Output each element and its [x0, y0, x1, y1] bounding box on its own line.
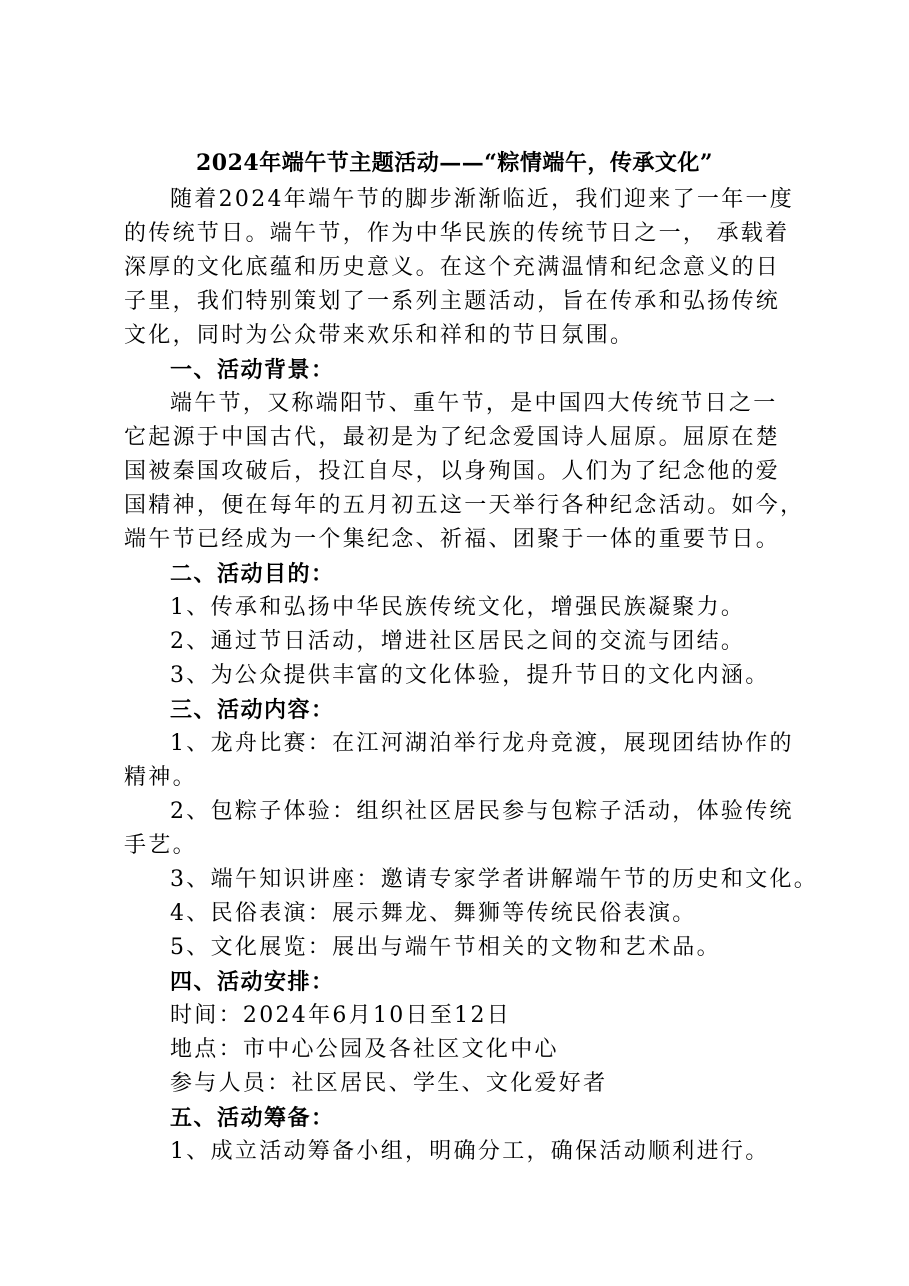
background-line: 端午节已经成为一个集纪念、祈福、团聚于一体的重要节日。 — [124, 527, 781, 552]
intro-line: 随着2024年端午节的脚步渐渐临近，我们迎来了一年一度 — [170, 187, 795, 212]
intro-line: 的传统节日。端午节，作为中华民族的传统节日之一， 承载着 — [124, 221, 790, 246]
content-item-continuation: 精神。 — [124, 765, 197, 790]
section-heading-schedule: 四、活动安排： — [170, 969, 335, 995]
section-heading-content: 三、活动内容： — [170, 697, 335, 723]
preparation-item: 1、成立活动筹备小组，明确分工，确保活动顺利进行。 — [170, 1139, 770, 1164]
schedule-place: 地点：市中心公园及各社区文化中心 — [170, 1037, 559, 1062]
purpose-item: 1、传承和弘扬中华民族传统文化，增强民族凝聚力。 — [170, 595, 746, 620]
background-line: 国精神，便在每年的五月初五这一天举行各种纪念活动。如今， — [124, 493, 805, 518]
background-line: 端午节，又称端阳节、重午节，是中国四大传统节日之一 — [170, 391, 778, 416]
content-item: 3、端午知识讲座：邀请专家学者讲解端午节的历史和文化。 — [170, 867, 819, 892]
content-item: 4、民俗表演：展示舞龙、舞狮等传统民俗表演。 — [170, 901, 697, 926]
intro-line: 深厚的文化底蕴和历史意义。在这个充满温情和纪念意义的日 — [124, 255, 781, 280]
content-item: 2、包粽子体验：组织社区居民参与包粽子活动，体验传统 — [170, 799, 794, 824]
document-title: 2024年端午节主题活动——“粽情端午，传承文化” — [195, 150, 714, 176]
purpose-item: 3、为公众提供丰富的文化体验，提升节日的文化内涵。 — [170, 663, 770, 688]
schedule-time: 时间：2024年6月10日至12日 — [170, 1003, 512, 1028]
content-item: 1、龙舟比赛：在江河湖泊举行龙舟竞渡，展现团结协作的 — [170, 731, 794, 756]
background-line: 它起源于中国古代，最初是为了纪念爱国诗人屈原。屈原在楚 — [124, 425, 781, 450]
schedule-people: 参与人员：社区居民、学生、文化爱好者 — [170, 1071, 608, 1096]
section-heading-purpose: 二、活动目的： — [170, 561, 335, 587]
intro-line: 子里，我们特别策划了一系列主题活动，旨在传承和弘扬传统 — [124, 289, 781, 314]
content-item-continuation: 手艺。 — [124, 833, 197, 858]
content-item: 5、文化展览：展出与端午节相关的文物和艺术品。 — [170, 935, 721, 960]
intro-line: 文化，同时为公众带来欢乐和祥和的节日氛围。 — [124, 323, 635, 348]
purpose-item: 2、通过节日活动，增进社区居民之间的交流与团结。 — [170, 629, 746, 654]
section-heading-background: 一、活动背景： — [170, 357, 335, 383]
background-line: 国被秦国攻破后，投江自尽，以身殉国。人们为了纪念他的爱 — [124, 459, 781, 484]
section-heading-preparation: 五、活动筹备： — [170, 1105, 335, 1131]
